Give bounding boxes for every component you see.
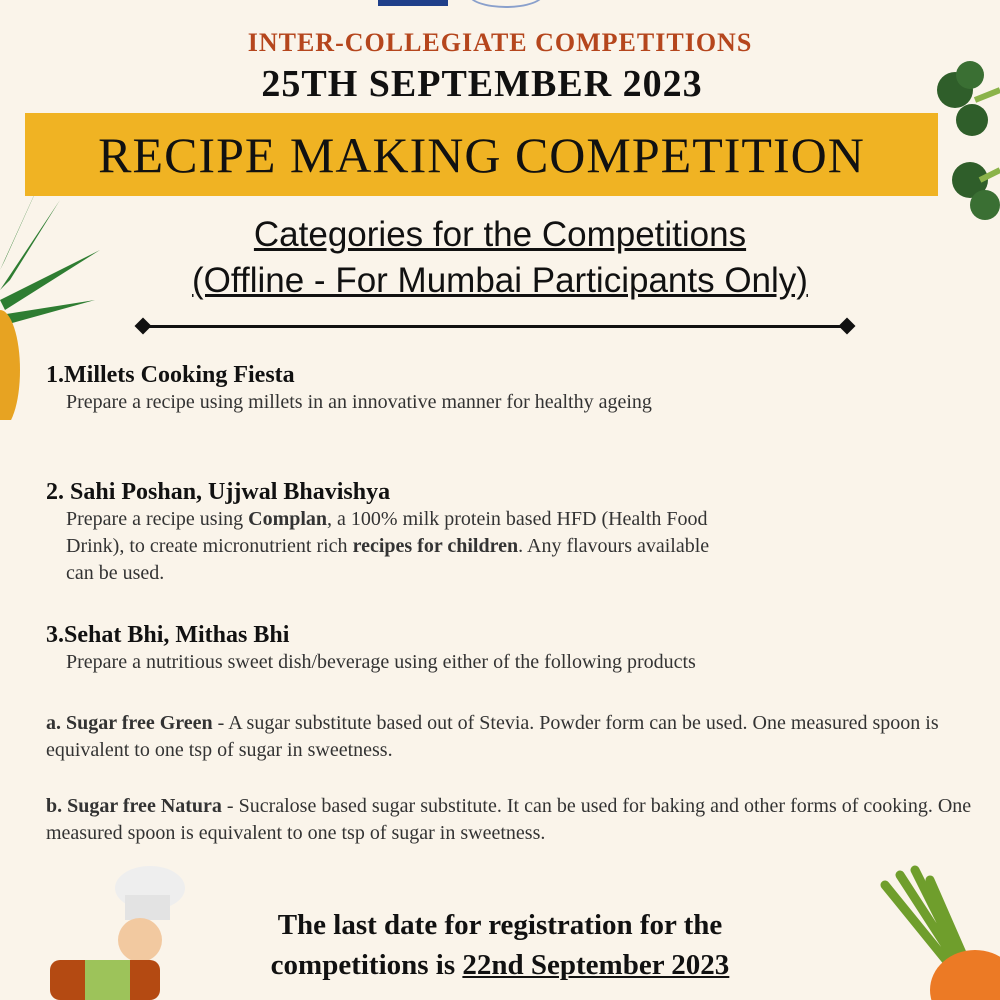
category-title: 2. Sahi Poshan, Ujjwal Bhavishya [46,479,391,505]
category-1 [46,362,766,416]
text: . Any flavours available can be used. [66,535,710,584]
categories-heading-line2: (Offline - For Mumbai Participants Only) [192,261,808,300]
product-desc: - A sugar substitute based out of Stevia. Powder form can be used. One measured spoon is equivalent to one tsp of sugar in sweetness. [46,712,939,761]
carrot-illustration [875,865,1000,1000]
category-desc: Prepare a recipe using millets in an innovative manner for healthy ageing [66,391,652,413]
category-title: 3.Sehat Bhi, Mithas Bhi [46,622,290,648]
deadline-line1: The last date for registration for the [277,909,723,941]
product-name: a. Sugar free Green [46,712,213,734]
text: , a 100% milk protein based HFD (Health Food Drink), to create micronutrient rich [66,508,708,557]
product-desc: - Sucralose based sugar substitute. It can be used for baking and other forms of cooking. One measured spoon is equivalent to one tsp of sugar in sweetness. [46,795,972,844]
deadline-date: 22nd September 2023 [462,949,730,981]
category-2 [46,479,766,587]
text: Prepare a recipe using [66,508,249,530]
event-date: 25TH SEPTEMBER 2023 [261,63,703,105]
product-a [46,710,996,764]
registration-deadline [200,905,800,985]
divider [140,325,850,328]
org-line: INTER-COLLEGIATE COMPETITIONS [247,28,753,57]
divider-diamond-left [135,318,152,335]
product-b [46,793,996,847]
bold-text: Complan [248,508,328,530]
category-title: 1.Millets Cooking Fiesta [46,362,295,388]
title-banner [25,113,938,196]
chef-illustration [40,860,210,1000]
deadline-line2 [200,945,800,985]
college-seal [468,0,544,8]
text: competitions is [270,949,463,981]
bold-text: recipes for children [352,535,519,557]
divider-diamond-right [839,318,856,335]
category-desc: Prepare a nutritious sweet dish/beverage using either of the following products [66,651,696,673]
product-name: b. Sugar free Natura [46,795,222,817]
broccoli-illustration [930,30,1000,230]
page-title: RECIPE MAKING COMPETITION [98,126,865,183]
category-3 [46,622,946,676]
category-desc [66,506,726,587]
categories-heading [0,212,1000,304]
college-logo [378,0,448,6]
categories-heading-line1: Categories for the Competitions [253,215,747,254]
